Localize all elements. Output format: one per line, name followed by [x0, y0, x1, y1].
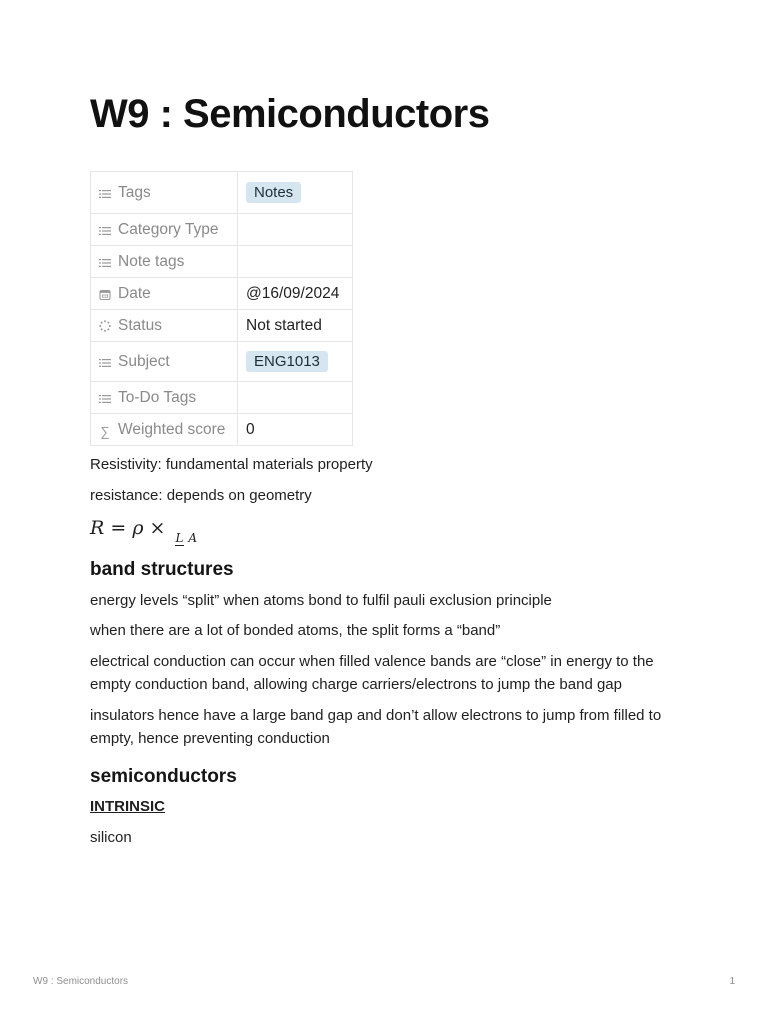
property-row[interactable] — [91, 214, 353, 246]
list-icon — [99, 258, 111, 268]
property-value[interactable] — [238, 214, 353, 246]
formula-numerator: L — [175, 531, 184, 545]
property-name — [91, 214, 238, 246]
sigma-icon: ∑ — [100, 423, 110, 439]
property-label: To-Do Tags — [118, 388, 197, 406]
paragraph-resistance: resistance: depends on geometry — [90, 486, 312, 504]
list-icon — [99, 358, 111, 368]
property-label: Status — [118, 316, 162, 334]
heading-semiconductors: semiconductors — [90, 765, 237, 787]
list-icon — [99, 189, 111, 199]
property-name — [91, 246, 238, 278]
footer-page-number: 1 — [729, 976, 735, 987]
property-name — [91, 172, 238, 214]
property-label: Weighted score — [118, 420, 226, 438]
property-label: Tags — [118, 183, 151, 201]
formula-equals: = — [110, 517, 127, 539]
formula-fraction — [175, 532, 197, 544]
property-name — [91, 382, 238, 414]
calendar-icon — [99, 289, 111, 300]
property-label: Subject — [118, 352, 170, 370]
property-value[interactable] — [238, 382, 353, 414]
footer-title: W9 : Semiconductors — [33, 976, 129, 987]
property-row[interactable] — [91, 414, 353, 446]
property-label: Note tags — [118, 252, 185, 270]
tag-pill: Notes — [246, 182, 301, 203]
property-row[interactable] — [91, 278, 353, 310]
property-name — [91, 278, 238, 310]
list-icon — [99, 226, 111, 236]
property-name — [91, 342, 238, 382]
property-value[interactable] — [238, 310, 353, 342]
status-icon — [99, 320, 111, 332]
paragraph-band-3: electrical conduction can occur when filled valence bands are “close” in energy to the empty conduction band, allowing charge carriers/electrons to jump the band gap — [90, 652, 654, 693]
property-value[interactable] — [238, 278, 353, 310]
heading-band-structures: band structures — [90, 559, 234, 580]
paragraph-band-1: energy levels “split” when atoms bond to fulfil pauli exclusion principle — [90, 591, 552, 609]
list-icon — [99, 394, 111, 404]
formula-times: × — [149, 517, 166, 539]
paragraph-resistivity: Resistivity: fundamental materials property — [90, 456, 373, 473]
heading-intrinsic: INTRINSIC — [90, 798, 165, 815]
formula-rho: ρ — [132, 517, 144, 539]
paragraph-silicon: silicon — [90, 828, 132, 846]
properties-table — [90, 171, 353, 446]
property-value[interactable] — [238, 414, 353, 446]
paragraph-band-2: when there are a lot of bonded atoms, the split forms a “band” — [90, 622, 501, 639]
property-name — [91, 310, 238, 342]
page-title: W9 : Semiconductors — [90, 92, 490, 136]
property-value-text: Not started — [246, 316, 322, 334]
page-body — [90, 453, 690, 856]
formula-denominator: A — [188, 531, 197, 545]
tag-pill: ENG1013 — [246, 351, 328, 372]
property-value[interactable] — [238, 342, 353, 382]
formula-r: R — [90, 517, 105, 539]
property-value-text: @16/09/2024 — [246, 284, 340, 302]
property-row[interactable] — [91, 342, 353, 382]
paragraph-band-4: insulators hence have a large band gap and don’t allow electrons to jump from filled to empty, hence preventing conduction — [90, 706, 662, 747]
property-value[interactable] — [238, 172, 353, 214]
property-row[interactable] — [91, 172, 353, 214]
property-row[interactable] — [91, 246, 353, 278]
resistance-formula — [90, 514, 690, 544]
property-label: Date — [118, 284, 151, 302]
property-value[interactable] — [238, 246, 353, 278]
property-name — [91, 414, 238, 446]
property-label: Category Type — [118, 220, 219, 238]
property-row[interactable] — [91, 310, 353, 342]
property-row[interactable] — [91, 382, 353, 414]
property-value-text: 0 — [246, 420, 255, 438]
